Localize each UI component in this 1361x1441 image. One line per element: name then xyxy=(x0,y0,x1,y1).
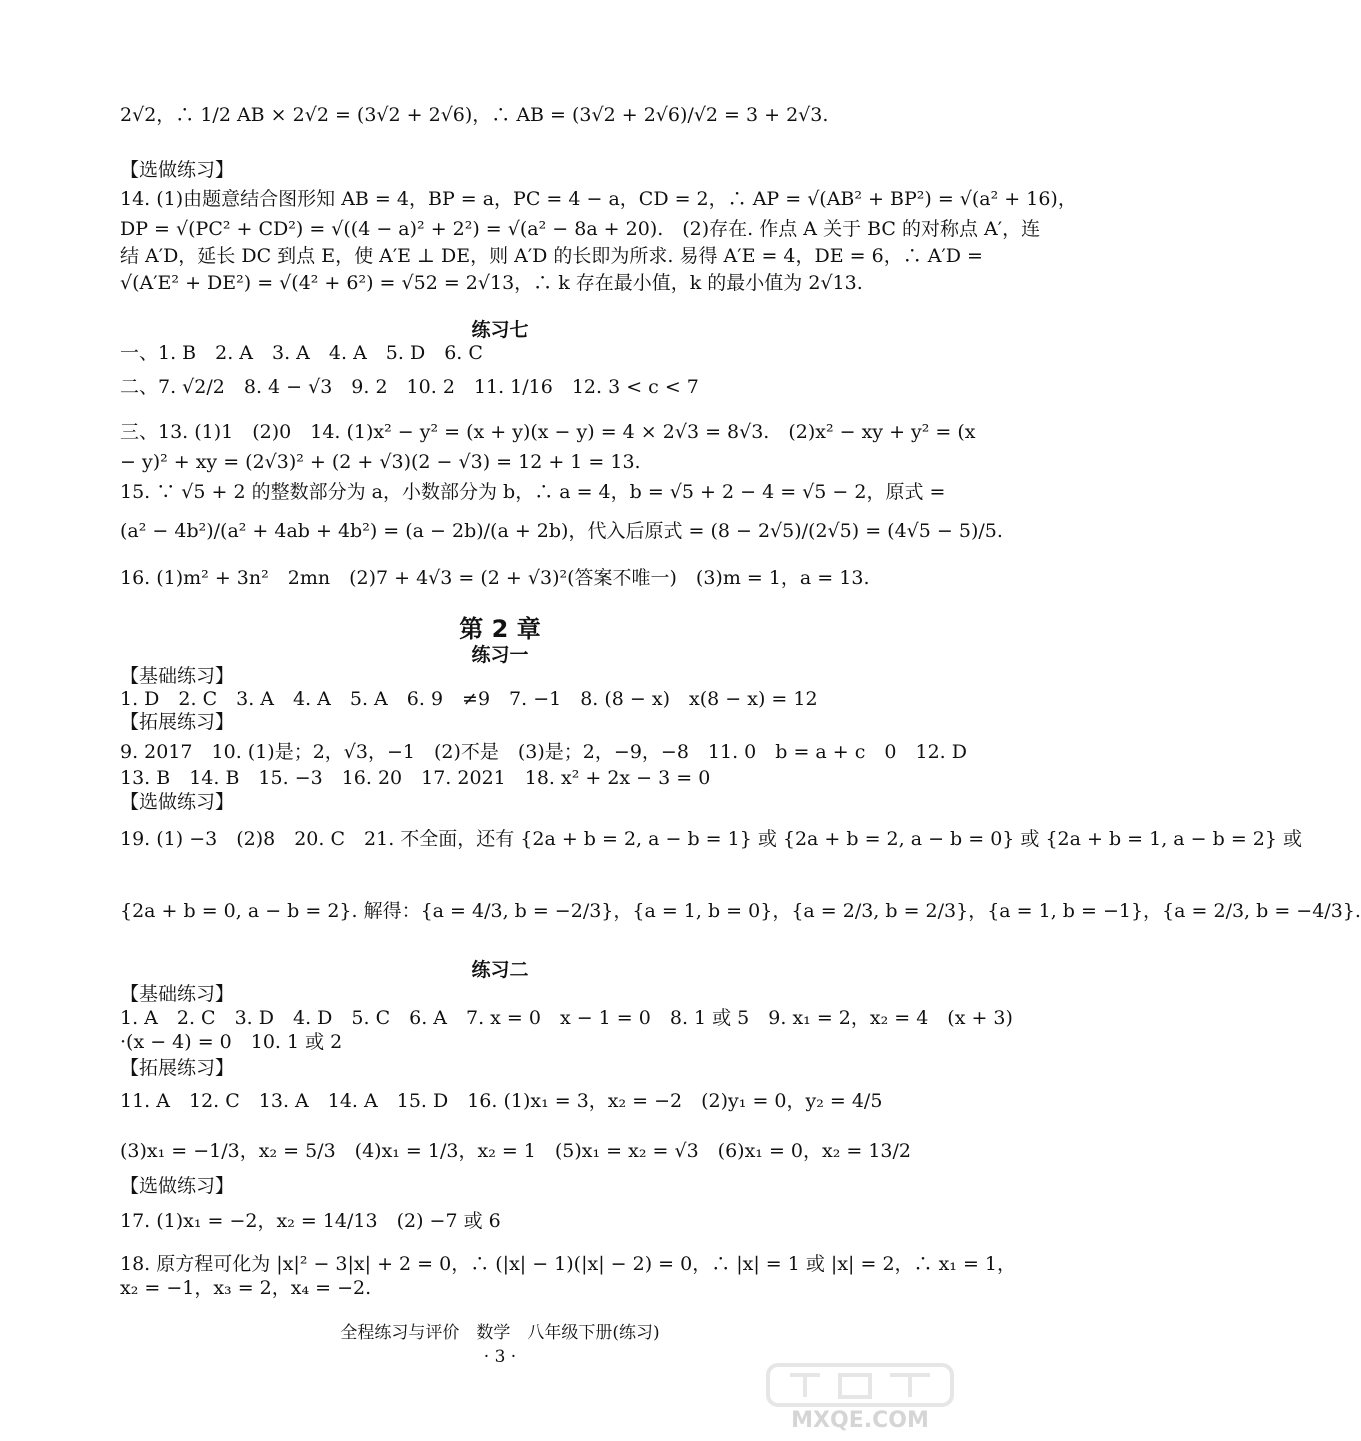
answer-line: 1. A 2. C 3. D 4. D 5. C 6. A 7. x = 0 x − 1 = 0 8. 1 或 5 9. x₁ = 2，x₂ = 4 (x + 3) xyxy=(120,1007,1013,1029)
answer-line: 11. A 12. C 13. A 14. A 15. D 16. (1)x₁ = 3，x₂ = −2 (2)y₁ = 0，y₂ = 4/5 xyxy=(120,1090,883,1112)
answer-line: ·(x − 4) = 0 10. 1 或 2 xyxy=(120,1031,343,1053)
answer-line: 16. (1)m² + 3n² 2mn (2)7 + 4√3 = (2 + √3)²(答案不唯一) (3)m = 1，a = 13. xyxy=(120,567,870,589)
answer-line: 14. (1)由题意结合图形知 AB = 4，BP = a，PC = 4 − a，CD = 2，∴ AP = √(AB² + BP²) = √(a² + 16)， xyxy=(120,188,1077,210)
practice-heading: 练习七 xyxy=(471,319,529,341)
section-tag: 【基础练习】 xyxy=(120,983,235,1005)
section-tag: 【拓展练习】 xyxy=(120,1057,235,1079)
chapter-heading: 第 2 章 xyxy=(459,615,541,643)
section-tag: 【选做练习】 xyxy=(120,1175,235,1197)
practice-heading: 练习一 xyxy=(471,644,529,666)
answer-line: 结 A′D，延长 DC 到点 E，使 A′E ⊥ DE，则 A′D 的长即为所求. 易得 A′E = 4，DE = 6，∴ A′D = xyxy=(120,245,983,267)
section-tag: 【拓展练习】 xyxy=(120,711,235,733)
answer-line: 9. 2017 10. (1)是；2，√3，−1 (2)不是 (3)是；2，−9，−8 11. 0 b = a + c 0 12. D xyxy=(120,741,967,763)
practice-heading: 练习二 xyxy=(471,959,529,981)
answer-line: 19. (1) −3 (2)8 20. C 21. 不全面，还有 {2a + b = 2, a − b = 1} 或 {2a + b = 2, a − b = 0} 或 {2a + b = 1, a − b = 2} 或 xyxy=(120,828,1302,850)
answer-line: 二、7. √2/2 8. 4 − √3 9. 2 10. 2 11. 1/16 12. 3 < c < 7 xyxy=(120,376,699,398)
answer-line: x₂ = −1，x₃ = 2，x₄ = −2. xyxy=(120,1277,372,1299)
answer-line: 13. B 14. B 15. −3 16. 20 17. 2021 18. x² + 2x − 3 = 0 xyxy=(120,767,711,789)
section-tag: 【选做练习】 xyxy=(120,791,235,813)
answer-line: 1. D 2. C 3. A 4. A 5. A 6. 9 ≠9 7. −1 8. (8 − x) x(8 − x) = 12 xyxy=(120,688,818,710)
page-number: · 3 · xyxy=(483,1347,517,1367)
footer-title: 全程练习与评价 数学 八年级下册(练习) xyxy=(340,1323,660,1343)
answer-line: 17. (1)x₁ = −2，x₂ = 14/13 (2) −7 或 6 xyxy=(120,1210,501,1232)
section-tag: 【基础练习】 xyxy=(120,665,235,687)
answer-line: 15. ∵ √5 + 2 的整数部分为 a，小数部分为 b，∴ a = 4，b = √5 + 2 − 4 = √5 − 2，原式 = xyxy=(120,481,946,503)
answer-line: 三、13. (1)1 (2)0 14. (1)x² − y² = (x + y)(x − y) = 4 × 2√3 = 8√3. (2)x² − xy + y² = (x xyxy=(120,421,976,443)
section-tag: 【选做练习】 xyxy=(120,159,235,181)
answer-line: √(A′E² + DE²) = √(4² + 6²) = √52 = 2√13，∴ k 存在最小值，k 的最小值为 2√13. xyxy=(120,272,863,294)
answer-line: DP = √(PC² + CD²) = √((4 − a)² + 2²) = √(a² − 8a + 20). (2)存在. 作点 A 关于 BC 的对称点 A′，连 xyxy=(120,218,1041,240)
answer-line: (3)x₁ = −1/3，x₂ = 5/3 (4)x₁ = 1/3，x₂ = 1 (5)x₁ = x₂ = √3 (6)x₁ = 0，x₂ = 13/2 xyxy=(120,1140,911,1162)
answer-line: − y)² + xy = (2√3)² + (2 + √3)(2 − √3) = 12 + 1 = 13. xyxy=(120,451,641,473)
watermark-text: MXQE.COM xyxy=(791,1408,929,1433)
answer-line: {2a + b = 0, a − b = 2}. 解得：{a = 4/3, b = −2/3}，{a = 1, b = 0}，{a = 2/3, b = 2/3}，{a = 1, b = −1}，{a = 2/3, b = −4/3}. xyxy=(120,900,1361,922)
answer-line: 18. 原方程可化为 |x|² − 3|x| + 2 = 0，∴ (|x| − 1)(|x| − 2) = 0，∴ |x| = 1 或 |x| = 2，∴ x₁ = 1， xyxy=(120,1253,1016,1275)
answer-line: 一、1. B 2. A 3. A 4. A 5. D 6. C xyxy=(120,342,483,364)
answer-line: 2√2，∴ 1/2 AB × 2√2 = (3√2 + 2√6)，∴ AB = (3√2 + 2√6)/√2 = 3 + 2√3. xyxy=(120,104,829,126)
answer-line: (a² − 4b²)/(a² + 4ab + 4b²) = (a − 2b)/(a + 2b)，代入后原式 = (8 − 2√5)/(2√5) = (4√5 − 5)/5. xyxy=(120,520,1003,542)
